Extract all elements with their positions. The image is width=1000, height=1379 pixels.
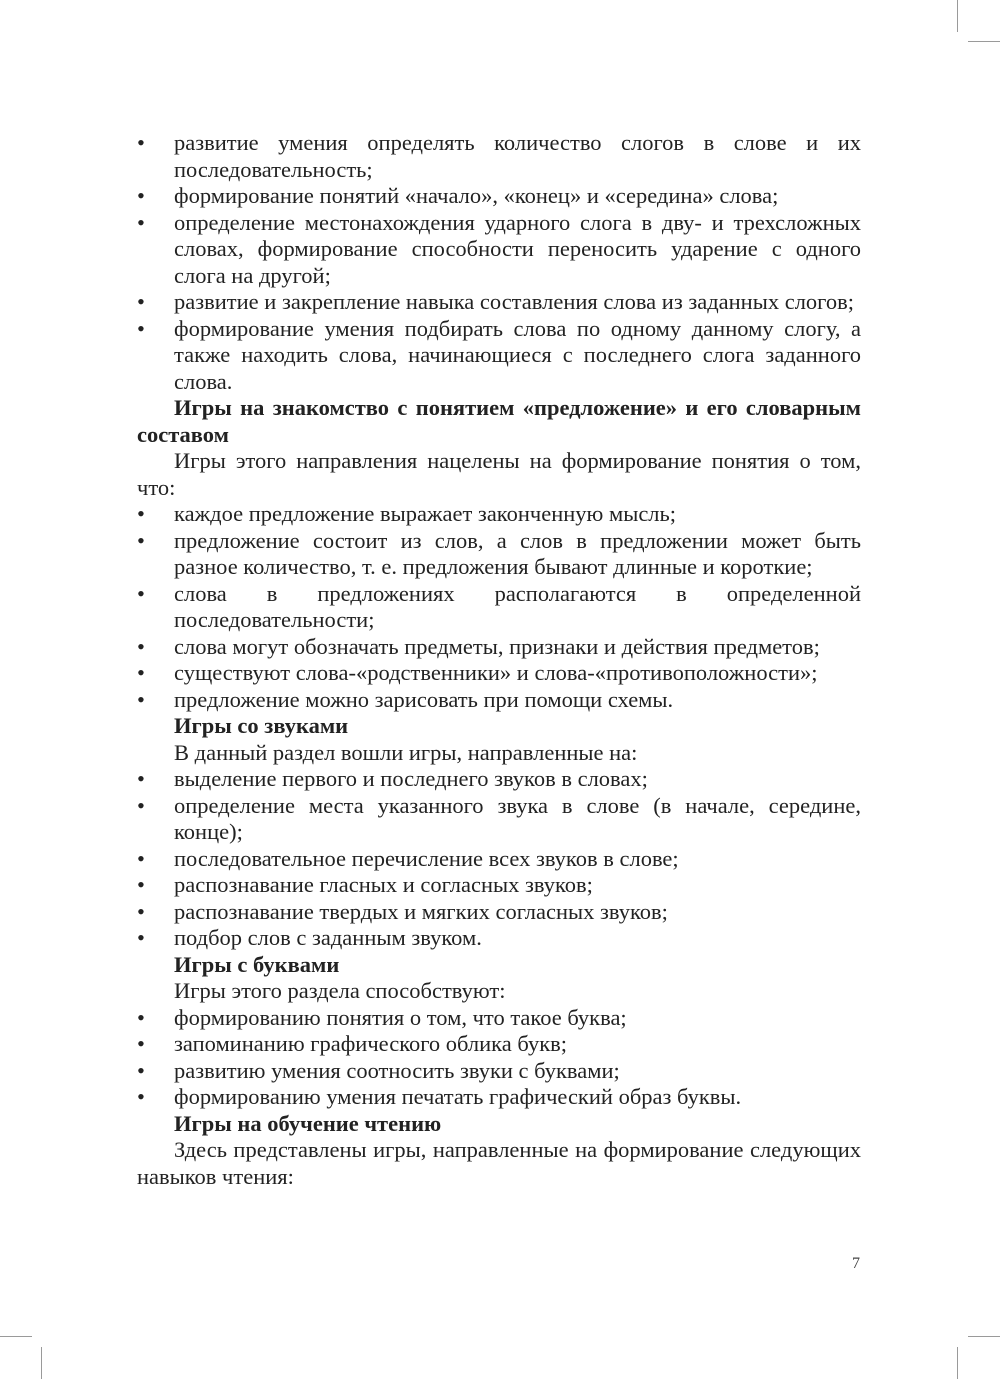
section-heading: Игры со звуками bbox=[174, 713, 349, 738]
paragraph: В данный раздел вошли игры, направленные на: bbox=[174, 739, 638, 765]
crop-mark-top-right-vertical bbox=[957, 0, 958, 32]
bullet-item: • запоминанию графического облика букв; bbox=[137, 1031, 861, 1058]
crop-mark-bottom-right-horizontal bbox=[968, 1336, 1000, 1337]
section-heading: Игры с буквами bbox=[174, 951, 340, 977]
crop-mark-bottom-left-horizontal bbox=[0, 1336, 32, 1337]
bullet-item: • последовательное перечисление всех звуков в слове; bbox=[137, 846, 861, 873]
bullet-item: • подбор слов с заданным звуком. bbox=[137, 925, 861, 952]
bullet-item: • распознавание твердых и мягких согласных звуков; bbox=[137, 899, 861, 926]
bullet-item: • слова в предложениях располагаются в определенной последовательности; bbox=[137, 581, 861, 634]
crop-mark-top-right-horizontal bbox=[968, 41, 1000, 42]
bullet-item: • формированию понятия о том, что такое буква; bbox=[137, 1005, 861, 1032]
bullet-item: • существуют слова-«родственники» и слова-«противоположности»; bbox=[137, 660, 861, 687]
bullet-item: • слова могут обозначать предметы, признаки и действия предметов; bbox=[137, 634, 861, 661]
paragraph: Игры этого направления нацелены на формирование понятия о том, что: bbox=[137, 448, 861, 500]
bullet-item: • выделение первого и последнего звуков в словах; bbox=[137, 766, 861, 793]
crop-mark-bottom-right-vertical bbox=[957, 1347, 958, 1379]
bullet-item: • предложение состоит из слов, а слов в предложении может быть разное количество, т. е. предложения бывают длинные и короткие; bbox=[137, 528, 861, 581]
bullet-item: • определение места указанного звука в слове (в начале, середине, конце); bbox=[137, 793, 861, 846]
bullet-item: • распознавание гласных и согласных звуков; bbox=[137, 872, 861, 899]
bullet-item: • формированию умения печатать графический образ буквы. bbox=[137, 1084, 861, 1111]
bullet-item: • развитие и закрепление навыка составления слова из заданных слогов; bbox=[137, 289, 861, 316]
bullet-item: • развитие умения определять количество слогов в слове и их последовательность; bbox=[137, 130, 861, 183]
paragraph: Игры этого раздела способствуют: bbox=[174, 978, 506, 1003]
section-heading: Игры на обучение чтению bbox=[174, 1110, 442, 1136]
bullet-item: • развитию умения соотносить звуки с буквами; bbox=[137, 1058, 861, 1085]
bullet-item: • формирование умения подбирать слова по одному данному слогу, а также находить слова, начинающиеся с последнего слога заданного слова. bbox=[137, 316, 861, 396]
crop-mark-bottom-left-vertical bbox=[41, 1347, 42, 1379]
page-number: 7 bbox=[852, 1255, 860, 1272]
section-heading: Игры на знакомство с понятием «предложение» и его словарным составом bbox=[137, 395, 861, 447]
bullet-item: • формирование понятий «начало», «конец» и «середина» слова; bbox=[137, 183, 861, 210]
bullet-item: • определение местонахождения ударного слога в дву- и трехсложных словах, формирование способности переносить ударение с одного слога на другой; bbox=[137, 210, 861, 290]
bullet-item: • каждое предложение выражает законченную мысль; bbox=[137, 501, 861, 528]
page-body bbox=[137, 130, 861, 1190]
bullet-item: • предложение можно зарисовать при помощи схемы. bbox=[137, 687, 861, 714]
paragraph: Здесь представлены игры, направленные на формирование следующих навыков чтения: bbox=[137, 1137, 861, 1189]
